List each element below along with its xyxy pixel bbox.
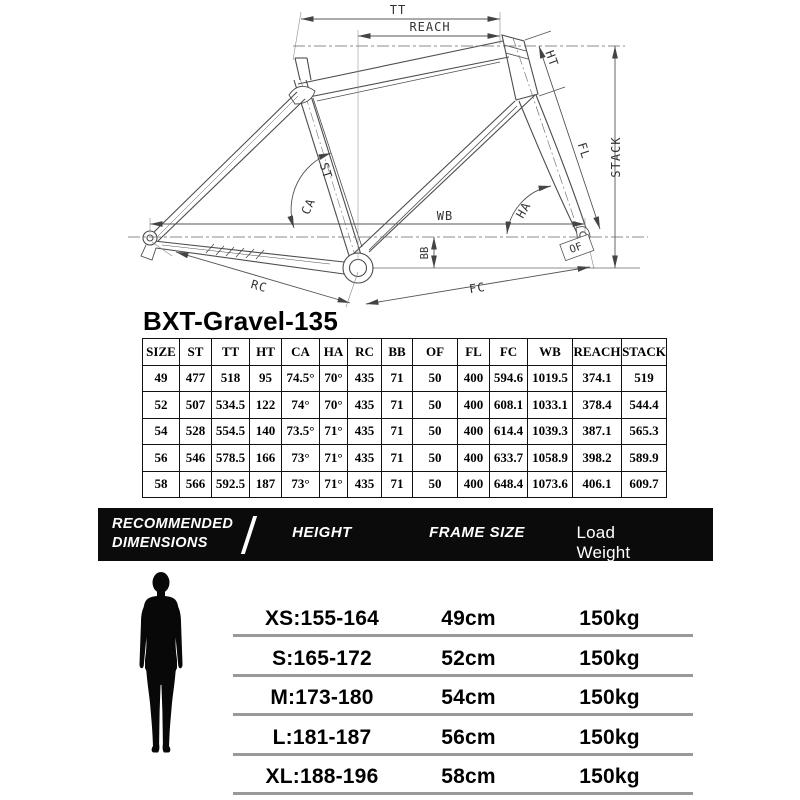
geometry-cell: 50 <box>413 418 458 445</box>
geometry-cell: 589.9 <box>622 445 667 472</box>
geometry-cell: 528 <box>180 418 212 445</box>
frame-size: 58cm <box>441 765 496 788</box>
geometry-column-header: FC <box>490 339 528 366</box>
banner-col-frame-size: FRAME SIZE <box>429 524 525 541</box>
geometry-column-header: RC <box>348 339 382 366</box>
model-title: BXT-Gravel-135 <box>143 306 339 336</box>
label-ha: HA <box>513 199 534 221</box>
geometry-cell: 50 <box>413 392 458 419</box>
geometry-column-header: CA <box>282 339 320 366</box>
geometry-table-row <box>143 365 667 392</box>
load-weight: 150kg <box>579 646 640 670</box>
geometry-cell: 614.4 <box>490 418 528 445</box>
height-range: M:173-180 <box>270 686 374 709</box>
geometry-cell: 54 <box>143 418 180 445</box>
geometry-table-row <box>143 471 667 498</box>
geometry-cell: 544.4 <box>622 392 667 419</box>
geometry-cell: 71° <box>320 471 348 498</box>
height-range: XL:188-196 <box>265 765 379 788</box>
geometry-cell: 565.3 <box>622 418 667 445</box>
geometry-cell: 400 <box>458 418 490 445</box>
geometry-cell: 58 <box>143 471 180 498</box>
geometry-cell: 374.1 <box>573 365 622 392</box>
geometry-column-header: REACH <box>573 339 622 366</box>
geometry-cell: 518 <box>212 365 250 392</box>
geometry-cell: 71 <box>382 471 413 498</box>
geometry-column-header: BB <box>382 339 413 366</box>
geometry-cell: 73° <box>282 445 320 472</box>
frame-size: 54cm <box>441 686 496 709</box>
geometry-cell: 71 <box>382 445 413 472</box>
frame-geometry-diagram <box>0 0 800 336</box>
geometry-cell: 71 <box>382 365 413 392</box>
height-range: XS:155-164 <box>264 607 380 630</box>
geometry-cell: 534.5 <box>212 392 250 419</box>
label-reach: REACH <box>409 20 451 34</box>
geometry-cell: 400 <box>458 392 490 419</box>
geometry-cell: 435 <box>348 471 382 498</box>
geometry-cell: 1073.6 <box>528 471 573 498</box>
geometry-cell: 71 <box>382 418 413 445</box>
geometry-table-row <box>143 418 667 445</box>
geometry-cell: 554.5 <box>212 418 250 445</box>
load-weight: 150kg <box>579 765 640 788</box>
geometry-cell: 166 <box>250 445 282 472</box>
size-recommendation-row <box>233 598 693 637</box>
geometry-cell: 50 <box>413 445 458 472</box>
frame-size: 52cm <box>441 646 496 670</box>
geometry-column-header: HT <box>250 339 282 366</box>
label-st: ST <box>316 160 335 181</box>
geometry-cell: 1033.1 <box>528 392 573 419</box>
bike-frame-drawing <box>141 35 590 283</box>
geometry-cell: 49 <box>143 365 180 392</box>
dimension-lines <box>128 12 648 307</box>
geometry-cell: 1058.9 <box>528 445 573 472</box>
geometry-column-header: OF <box>413 339 458 366</box>
geometry-cell: 70° <box>320 365 348 392</box>
geometry-table-row <box>143 445 667 472</box>
banner-col-height: HEIGHT <box>292 524 352 541</box>
geometry-cell: 435 <box>348 418 382 445</box>
geometry-cell: 578.5 <box>212 445 250 472</box>
label-ht: HT <box>542 48 562 69</box>
geometry-cell: 56 <box>143 445 180 472</box>
geometry-cell: 73.5° <box>282 418 320 445</box>
geometry-cell: 609.7 <box>622 471 667 498</box>
size-recommendation-row <box>233 717 693 756</box>
geometry-cell: 477 <box>180 365 212 392</box>
geometry-cell: 74.5° <box>282 365 320 392</box>
geometry-column-header: HA <box>320 339 348 366</box>
size-recommendation-row <box>233 756 693 795</box>
label-fl: FL <box>574 140 594 161</box>
human-silhouette <box>135 572 187 758</box>
size-recommendation-row <box>233 638 693 677</box>
size-recommendation-row <box>233 677 693 716</box>
geometry-cell: 52 <box>143 392 180 419</box>
geometry-cell: 50 <box>413 471 458 498</box>
geometry-cell: 406.1 <box>573 471 622 498</box>
label-ca: CA <box>298 195 319 217</box>
geometry-cell: 398.2 <box>573 445 622 472</box>
geometry-column-header: STACK <box>622 339 667 366</box>
load-weight: 150kg <box>579 607 640 630</box>
geometry-cell: 122 <box>250 392 282 419</box>
geometry-cell: 50 <box>413 365 458 392</box>
geometry-cell: 400 <box>458 445 490 472</box>
geometry-column-header: FL <box>458 339 490 366</box>
geometry-cell: 95 <box>250 365 282 392</box>
height-range: L:181-187 <box>272 725 372 749</box>
banner-title-line1: RECOMMENDED <box>112 516 234 532</box>
banner-slash-divider <box>241 516 257 554</box>
geometry-cell: 608.1 <box>490 392 528 419</box>
banner-title <box>112 515 233 552</box>
geometry-column-header: WB <box>528 339 573 366</box>
geometry-cell: 594.6 <box>490 365 528 392</box>
geometry-cell: 633.7 <box>490 445 528 472</box>
geometry-cell: 519 <box>622 365 667 392</box>
size-recommendation-list <box>233 598 693 796</box>
geometry-column-header: SIZE <box>143 339 180 366</box>
geometry-cell: 387.1 <box>573 418 622 445</box>
geometry-table-row <box>143 392 667 419</box>
banner-col-load-weight: Load Weight <box>576 523 631 562</box>
frame-size: 56cm <box>441 725 496 749</box>
geometry-cell: 71° <box>320 445 348 472</box>
geometry-table-wrap <box>142 338 667 498</box>
label-fc: FC <box>468 279 487 297</box>
label-stack: STACK <box>609 136 623 178</box>
geometry-cell: 70° <box>320 392 348 419</box>
geometry-cell: 73° <box>282 471 320 498</box>
geometry-header-row <box>143 339 667 366</box>
geometry-cell: 187 <box>250 471 282 498</box>
label-bb: BB <box>419 246 431 260</box>
geometry-cell: 546 <box>180 445 212 472</box>
geometry-cell: 71 <box>382 392 413 419</box>
geometry-cell: 435 <box>348 392 382 419</box>
label-of: OF <box>567 240 584 256</box>
geometry-cell: 140 <box>250 418 282 445</box>
geometry-cell: 435 <box>348 445 382 472</box>
geometry-cell: 507 <box>180 392 212 419</box>
label-wb: WB <box>436 209 454 223</box>
banner-title-line2: DIMENSIONS <box>112 534 208 551</box>
geometry-cell: 1019.5 <box>528 365 573 392</box>
geometry-cell: 71° <box>320 418 348 445</box>
frame-size: 49cm <box>441 607 496 630</box>
geometry-cell: 566 <box>180 471 212 498</box>
label-rc: RC <box>249 277 269 296</box>
geometry-table <box>142 338 667 498</box>
recommended-dimensions-banner <box>98 508 713 561</box>
geometry-column-header: ST <box>180 339 212 366</box>
geometry-cell: 74° <box>282 392 320 419</box>
geometry-cell: 592.5 <box>212 471 250 498</box>
geometry-cell: 648.4 <box>490 471 528 498</box>
geometry-cell: 400 <box>458 365 490 392</box>
geometry-cell: 400 <box>458 471 490 498</box>
geometry-cell: 378.4 <box>573 392 622 419</box>
height-range: S:165-172 <box>272 646 372 670</box>
geometry-column-header: TT <box>212 339 250 366</box>
geometry-cell: 1039.3 <box>528 418 573 445</box>
load-weight: 150kg <box>579 686 640 709</box>
label-tt: TT <box>389 3 407 17</box>
geometry-cell: 435 <box>348 365 382 392</box>
load-weight: 150kg <box>579 725 640 749</box>
